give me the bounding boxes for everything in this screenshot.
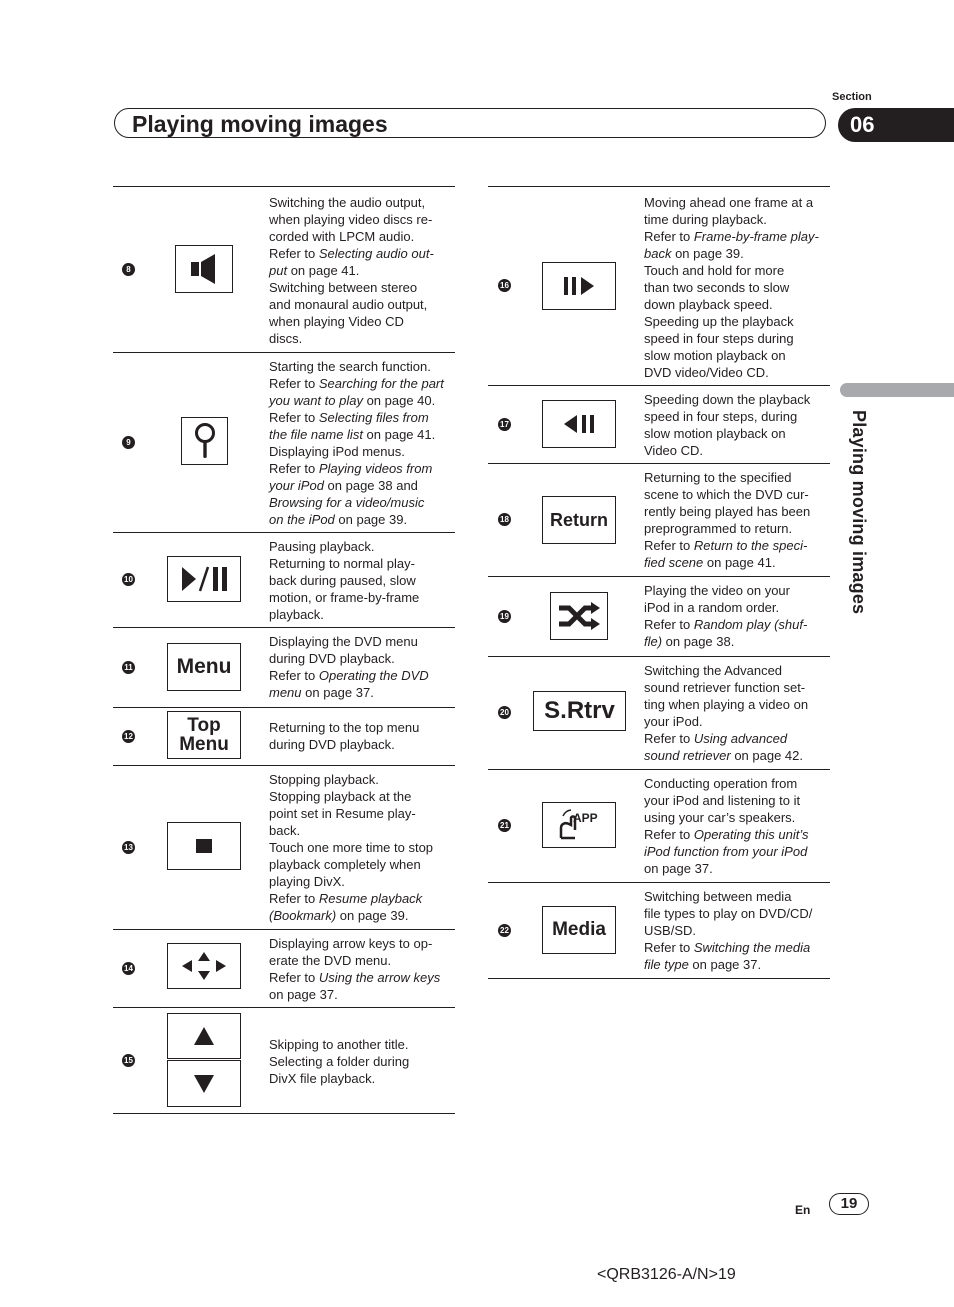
item-number: 14: [122, 962, 135, 975]
menu-button[interactable]: Menu: [167, 643, 241, 691]
item-number: 10: [122, 573, 135, 586]
description-line: motion, or frame-by-frame: [269, 590, 420, 605]
description-text: on page 38.: [662, 634, 735, 649]
description-line: speed in four steps during: [644, 331, 794, 346]
description-line: Returning to the specified: [644, 470, 792, 485]
item-number: 9: [122, 436, 135, 449]
description-line: [269, 511, 451, 528]
description-line: time during playback.: [644, 212, 767, 227]
description-line: [269, 477, 451, 494]
reference-text: Using the arrow keys: [318, 970, 441, 985]
description-text: Refer to: [644, 229, 694, 244]
top-menu-button[interactable]: [167, 711, 241, 759]
reference-text: Frame-by-frame play-: [693, 229, 819, 244]
page-title: Playing moving images: [132, 111, 388, 137]
item-number: 8: [122, 263, 135, 276]
item-number: 20: [498, 706, 511, 719]
description-line: corded with LPCM audio.: [269, 229, 415, 244]
table-row: [113, 708, 455, 766]
app-mode-icon[interactable]: [542, 802, 616, 848]
description-line: during DVD playback.: [269, 737, 395, 752]
reference-text: Browsing for a video/music: [269, 495, 425, 510]
description-line: Touch one more time to stop: [269, 840, 434, 855]
description-line: speed in four steps, during: [644, 409, 798, 424]
description-line: playing DivX.: [269, 874, 345, 889]
description-line: on page 37.: [644, 861, 713, 876]
side-tab: [840, 383, 954, 397]
reference-text: your iPod: [269, 478, 324, 493]
description-line: erate the DVD menu.: [269, 953, 392, 968]
item-description: [269, 633, 451, 701]
description-line: Switching the audio output,: [269, 195, 426, 210]
item-description: [644, 194, 826, 381]
description-line: [269, 262, 451, 279]
description-line: Returning to the top menu: [269, 720, 420, 735]
description-line: [644, 826, 826, 843]
reference-text: Playing videos from: [318, 461, 433, 476]
description-text: Refer to: [269, 410, 319, 425]
reference-text: menu: [269, 685, 302, 700]
description-text: on page 39.: [671, 246, 744, 261]
item-number: 19: [498, 610, 511, 623]
description-line: Stopping playback at the: [269, 789, 412, 804]
description-line: [644, 554, 826, 571]
description-line: [269, 667, 451, 684]
table-row: [113, 766, 455, 930]
description-text: on page 41.: [362, 427, 436, 442]
description-line: Conducting operation from: [644, 776, 798, 791]
item-description: [269, 771, 451, 924]
left-function-table: [113, 186, 455, 1114]
item-description: [269, 935, 451, 1003]
reference-text: Operating the DVD: [318, 668, 429, 683]
reference-text: back: [644, 246, 672, 261]
reference-text: file type: [644, 957, 689, 972]
description-line: [644, 245, 826, 262]
page-number: 19: [829, 1193, 869, 1215]
item-number: 22: [498, 924, 511, 937]
table-row: [113, 187, 455, 353]
description-text: Refer to: [644, 538, 694, 553]
description-text: Refer to: [644, 827, 694, 842]
description-line: [269, 426, 451, 443]
item-description: [644, 775, 826, 877]
description-line: on page 37.: [269, 987, 338, 1002]
table-row: [113, 353, 455, 533]
description-line: Displaying iPod menus.: [269, 444, 405, 459]
description-line: [644, 747, 826, 764]
description-line: DivX file playback.: [269, 1071, 376, 1086]
reference-text: Resume playback: [318, 891, 423, 906]
reference-text: you want to play: [269, 393, 363, 408]
description-line: when playing Video CD: [269, 314, 404, 329]
description-line: [269, 907, 451, 924]
item-description: [644, 662, 826, 764]
table-row: [488, 657, 830, 770]
description-line: Pausing playback.: [269, 539, 375, 554]
item-description: [269, 538, 451, 623]
description-text: on page 41.: [703, 555, 776, 570]
description-text: on page 40.: [362, 393, 436, 408]
app-label: APP: [573, 811, 598, 825]
description-text: Refer to: [269, 891, 319, 906]
down-arrow-icon[interactable]: [167, 1060, 241, 1107]
description-text: on page 42.: [730, 748, 804, 763]
description-line: Stopping playback.: [269, 772, 379, 787]
side-section-label: Playing moving images: [849, 410, 869, 615]
description-line: [269, 375, 451, 392]
description-line: ting when playing a video on: [644, 697, 809, 712]
description-line: your iPod and listening to it: [644, 793, 801, 808]
description-text: on page 39.: [336, 908, 409, 923]
description-line: Switching the Advanced: [644, 663, 783, 678]
item-description: [269, 358, 451, 528]
description-line: preprogrammed to return.: [644, 521, 793, 536]
item-number: 11: [122, 661, 135, 674]
description-line: [644, 228, 826, 245]
top-menu-label-2: Menu: [179, 734, 229, 755]
item-number: 21: [498, 819, 511, 832]
description-line: [269, 890, 451, 907]
description-text: on page 38 and: [323, 478, 418, 493]
description-line: Displaying arrow keys to op-: [269, 936, 433, 951]
description-text: Refer to: [644, 617, 694, 632]
language-label: En: [795, 1203, 811, 1217]
section-number-badge: 06: [838, 108, 954, 142]
description-text: Refer to: [269, 668, 319, 683]
return-button[interactable]: Return: [542, 496, 616, 544]
table-row: [488, 883, 830, 979]
description-line: file types to play on DVD/CD/: [644, 906, 813, 921]
description-text: on page 37.: [301, 685, 374, 700]
description-line: Touch and hold for more: [644, 263, 785, 278]
description-line: Speeding up the playback: [644, 314, 794, 329]
description-line: [644, 956, 826, 973]
description-text: Refer to: [269, 461, 319, 476]
table-row: [113, 930, 455, 1008]
description-line: down playback speed.: [644, 297, 773, 312]
description-line: Returning to normal play-: [269, 556, 415, 571]
description-line: playback completely when: [269, 857, 421, 872]
slow-reverse-icon[interactable]: [542, 400, 616, 448]
description-text: Refer to: [644, 940, 694, 955]
description-line: [644, 616, 826, 633]
description-line: your iPod.: [644, 714, 703, 729]
description-line: back.: [269, 823, 301, 838]
item-number: 18: [498, 513, 511, 526]
table-row: [488, 770, 830, 883]
item-description: [269, 194, 451, 347]
description-line: discs.: [269, 331, 303, 346]
arrow-keys-icon[interactable]: [167, 943, 241, 989]
description-line: scene to which the DVD cur-: [644, 487, 809, 502]
play-pause-icon[interactable]: [167, 556, 241, 602]
description-line: sound retriever function set-: [644, 680, 806, 695]
magnifier-icon[interactable]: [181, 417, 228, 465]
frame-advance-icon[interactable]: [542, 262, 616, 310]
table-row: [113, 1008, 455, 1114]
description-text: on page 39.: [334, 512, 408, 527]
item-description: [644, 469, 826, 571]
description-line: [269, 494, 451, 511]
description-line: and monaural audio output,: [269, 297, 428, 312]
shuffle-icon[interactable]: [550, 592, 608, 640]
description-line: [644, 537, 826, 554]
description-line: Moving ahead one frame at a: [644, 195, 814, 210]
description-line: playback.: [269, 607, 324, 622]
table-row: [488, 187, 830, 386]
reference-text: Return to the speci-: [693, 538, 808, 553]
description-line: [269, 392, 451, 409]
right-function-table: [488, 186, 830, 979]
top-menu-label-1: Top: [187, 715, 221, 736]
item-number: 12: [122, 730, 135, 743]
item-description: [269, 1036, 451, 1087]
description-line: [644, 633, 826, 650]
reference-text: Using advanced: [693, 731, 788, 746]
table-row: [488, 577, 830, 657]
media-button[interactable]: Media: [542, 906, 616, 954]
reference-text: sound retriever: [644, 748, 731, 763]
section-label: Section: [832, 91, 872, 103]
reference-text: iPod function from your iPod: [644, 844, 808, 859]
description-text: Refer to: [644, 731, 694, 746]
description-line: Displaying the DVD menu: [269, 634, 418, 649]
document-code: <QRB3126-A/N>19: [597, 1266, 736, 1283]
description-line: [269, 409, 451, 426]
reference-text: on the iPod: [269, 512, 335, 527]
description-text: on page 37.: [688, 957, 762, 972]
reference-text: Operating this unit’s: [693, 827, 809, 842]
reference-text: put: [269, 263, 288, 278]
item-number: 17: [498, 418, 511, 431]
description-line: Switching between media: [644, 889, 792, 904]
reference-text: Selecting files from: [318, 410, 429, 425]
description-line: than two seconds to slow: [644, 280, 790, 295]
speaker-icon[interactable]: [175, 245, 233, 293]
description-line: slow motion playback on: [644, 426, 786, 441]
description-line: Playing the video on your: [644, 583, 790, 598]
description-line: DVD video/Video CD.: [644, 365, 769, 380]
description-line: using your car’s speakers.: [644, 810, 796, 825]
reference-text: (Bookmark): [269, 908, 337, 923]
description-line: [269, 684, 451, 701]
description-line: point set in Resume play-: [269, 806, 416, 821]
description-line: Starting the search function.: [269, 359, 431, 374]
reference-text: Switching the media: [693, 940, 811, 955]
description-line: Video CD.: [644, 443, 704, 458]
description-line: [269, 969, 451, 986]
item-number: 15: [122, 1054, 135, 1067]
description-line: when playing video discs re-: [269, 212, 433, 227]
item-description: [644, 582, 826, 650]
table-row: [113, 628, 455, 708]
description-line: [269, 460, 451, 477]
description-text: on page 41.: [287, 263, 360, 278]
description-line: slow motion playback on: [644, 348, 786, 363]
stop-icon[interactable]: [167, 822, 241, 870]
description-line: Switching between stereo: [269, 280, 418, 295]
srtrv-button[interactable]: S.Rtrv: [533, 691, 626, 731]
reference-text: fle): [644, 634, 663, 649]
description-line: [269, 245, 451, 262]
description-line: [644, 843, 826, 860]
reference-text: fied scene: [644, 555, 704, 570]
table-row: [113, 533, 455, 628]
description-text: Refer to: [269, 970, 319, 985]
description-text: Refer to: [269, 246, 319, 261]
description-line: Skipping to another title.: [269, 1037, 409, 1052]
reference-text: Random play (shuf-: [693, 617, 808, 632]
item-description: [644, 888, 826, 973]
item-description: [269, 719, 451, 753]
reference-text: Searching for the part: [318, 376, 444, 391]
description-line: [644, 730, 826, 747]
description-line: USB/SD.: [644, 923, 697, 938]
reference-text: Selecting audio out-: [318, 246, 434, 261]
description-line: iPod in a random order.: [644, 600, 780, 615]
item-number: 13: [122, 841, 135, 854]
reference-text: the file name list: [269, 427, 363, 442]
description-line: [644, 939, 826, 956]
description-line: Selecting a folder during: [269, 1054, 410, 1069]
description-line: during DVD playback.: [269, 651, 395, 666]
description-text: Refer to: [269, 376, 319, 391]
up-arrow-icon[interactable]: [167, 1013, 241, 1059]
item-number: 16: [498, 279, 511, 292]
table-row: [488, 464, 830, 577]
description-line: Speeding down the playback: [644, 392, 811, 407]
item-description: [644, 391, 826, 459]
description-line: back during paused, slow: [269, 573, 416, 588]
description-line: rently being played has been: [644, 504, 811, 519]
table-row: [488, 386, 830, 464]
